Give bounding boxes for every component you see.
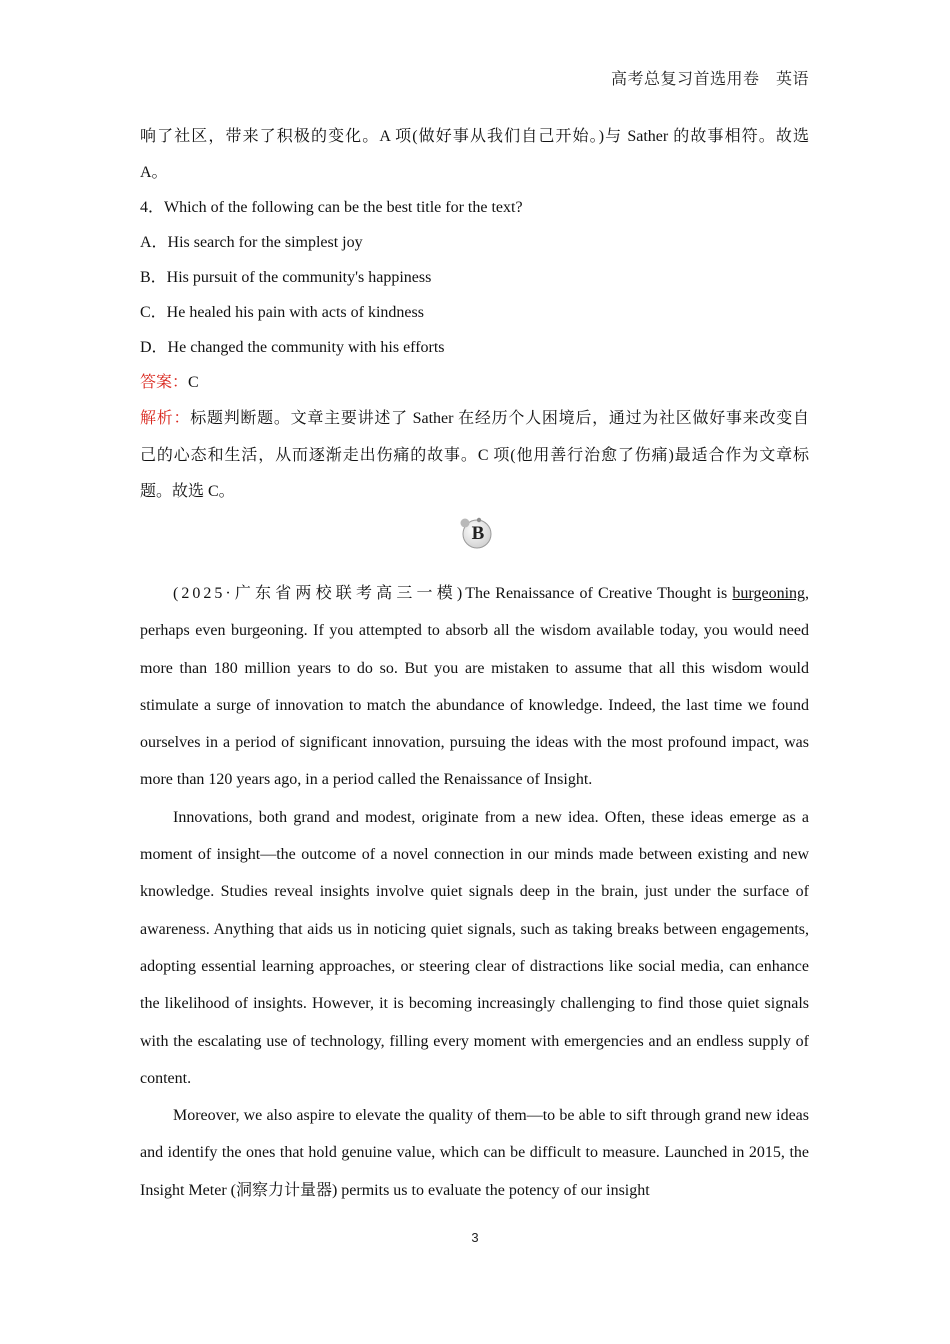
passage-paragraph-2: Innovations, both grand and modest, originate from a new idea. Often, these ideas emerge as a moment of insight—the outcome of a novel connection in our minds made between existing and new knowledge. Studies reveal insights involve quiet signals deep in the brain, just under the surface of awareness. Anything that aids us in noticing quiet signals, such as taking breaks between engagements, adopting essential learning approaches, or steering clear of distractions like social media, can enhance the likelihood of insights. However, it is becoming increasingly challenging to find those quiet signals with the escalating use of technology, filling every moment with emergencies and an endless supply of content. [140,808,809,1087]
option-a: A．His search for the simplest joy [140,234,363,251]
previous-analysis-line-1: 响了社区，带来了积极的变化。A 项(做好事从我们自己开始。)与 Sather 的故事相符。故选 [140,128,809,145]
page-header: 高考总复习首选用卷 英语 [610,71,809,88]
answer-line [140,365,809,400]
option-b: B．His pursuit of the community's happiness [140,269,432,286]
passage-source: (2025·广东省两校联考高三一模) [173,585,466,602]
page-content [140,118,809,1209]
passage-paragraph-1 [140,575,809,799]
answer-label: 答案： [140,374,189,391]
analysis-line-1 [140,400,809,437]
option-d: D．He changed the community with his efforts [140,339,445,356]
option-c: C．He healed his pain with acts of kindness [140,304,424,321]
question-4-stem: 4．Which of the following can be the best title for the text? [140,199,523,216]
previous-analysis-line-2: A。 [140,164,168,181]
analysis-line-2: 己的心态和生活，从而逐渐走出伤痛的故事。C 项(他用善行治愈了伤痛)最适合作为文章标 [140,447,809,464]
page-number: 3 [471,1230,479,1245]
analysis-label: 解析： [140,410,191,427]
passage-p1-lead: The Renaissance of Creative Thought is [465,585,733,602]
passage-letter: B [471,523,485,544]
analysis-line-3: 题。故选 C。 [140,483,235,500]
passage-p1-rest: , perhaps even burgeoning. If you attempted to absorb all the wisdom available today, you would need more than 180 million years to do so. But you are mistaken to assume that all this wisdom would stimulate a surge of innovation to match the abundance of knowledge. Indeed, the last time we found ourselves in a period of significant innovation, pursuing the ideas with the most profound impact, was more than 120 years ago, in a period called the Renaissance of Insight. [140,585,810,789]
answer-value: C [188,374,199,391]
underlined-word: burgeoning [732,585,806,602]
passage-paragraph-3: Moreover, we also aspire to elevate the quality of them—to be able to sift through grand new ideas and identify the ones that hold genuine value, which can be difficult to measure. Launched in 2015, the Insight Meter (洞察力计量器) permits us to evaluate the potency of our insight [140,1107,809,1199]
analysis-text-1: 标题判断题。文章主要讲述了 Sather 在经历个人困境后，通过为社区做好事来改变自 [190,410,809,427]
passage-letter-badge [459,516,493,550]
